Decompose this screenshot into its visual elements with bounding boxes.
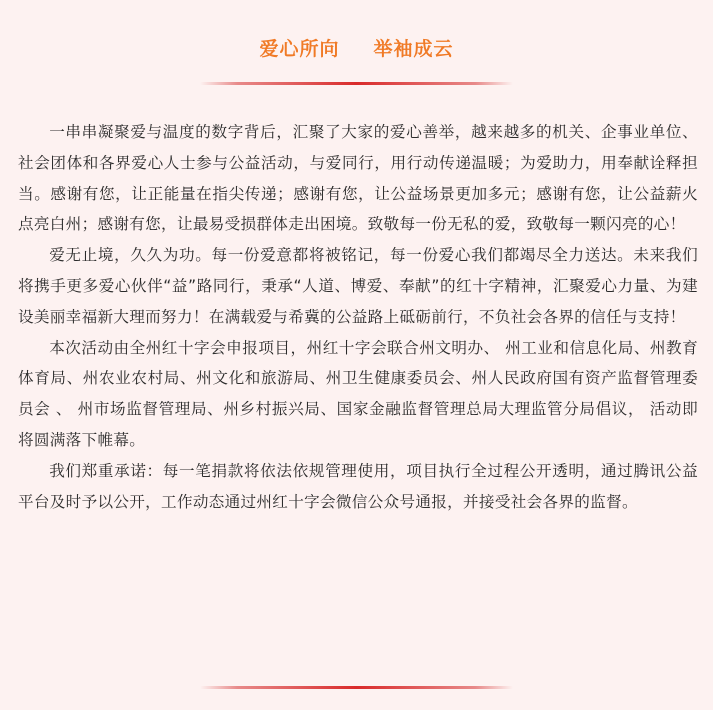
- paragraph-3: 本次活动由全州红十字会申报项目，州红十字会联合州文明办、 州工业和信息化局、州教育体育局、州农业农村局、州文化和旅游局、州卫生健康委员会、州人民政府国有资产监督管理委员会 、 州市场监督管理局、州乡村振兴局、国家金融监督管理总局大理监管分局倡议， 活动即将圆满落下帷幕。: [18, 338, 698, 449]
- paragraph-4: 我们郑重承诺：每一笔捐款将依法依规管理使用，项目执行全过程公开透明，通过腾讯公益平台及时予以公开，工作动态通过州红十字会微信公众号通报，并接受社会各界的监督。: [18, 461, 698, 511]
- title-part-2: 举袖成云: [373, 38, 454, 60]
- bottom-divider: [200, 686, 513, 689]
- paragraph-2: 爱无止境，久久为功。每一份爱意都将被铭记，每一份爱心我们都竭尽全力送达。未来我们将携手更多爱心伙伴“益”路同行，秉承“人道、博爱、奉献”的红十字精神，汇聚爱心力量、为建设美丽幸福新大理而努力！在满载爱与希冀的公益路上砥砺前行，不负社会各界的信任与支持！: [18, 246, 698, 326]
- paragraph-1: 一串串凝聚爱与温度的数字背后，汇聚了大家的爱心善举，越来越多的机关、企事业单位、社会团体和各界爱心人士参与公益活动，与爱同行，用行动传递温暖；为爱助力，用奉献诠释担当。感谢有您，让正能量在指尖传递；感谢有您，让公益场景更加多元；感谢有您，让公益薪火点亮白州；感谢有您，让最易受损群体走出困境。致敬每一份无私的爱，致敬每一颗闪亮的心！: [18, 123, 698, 234]
- article-title: [0, 34, 713, 61]
- top-divider: [200, 82, 513, 85]
- article-body: [18, 117, 698, 517]
- title-part-1: 爱心所向: [259, 38, 340, 60]
